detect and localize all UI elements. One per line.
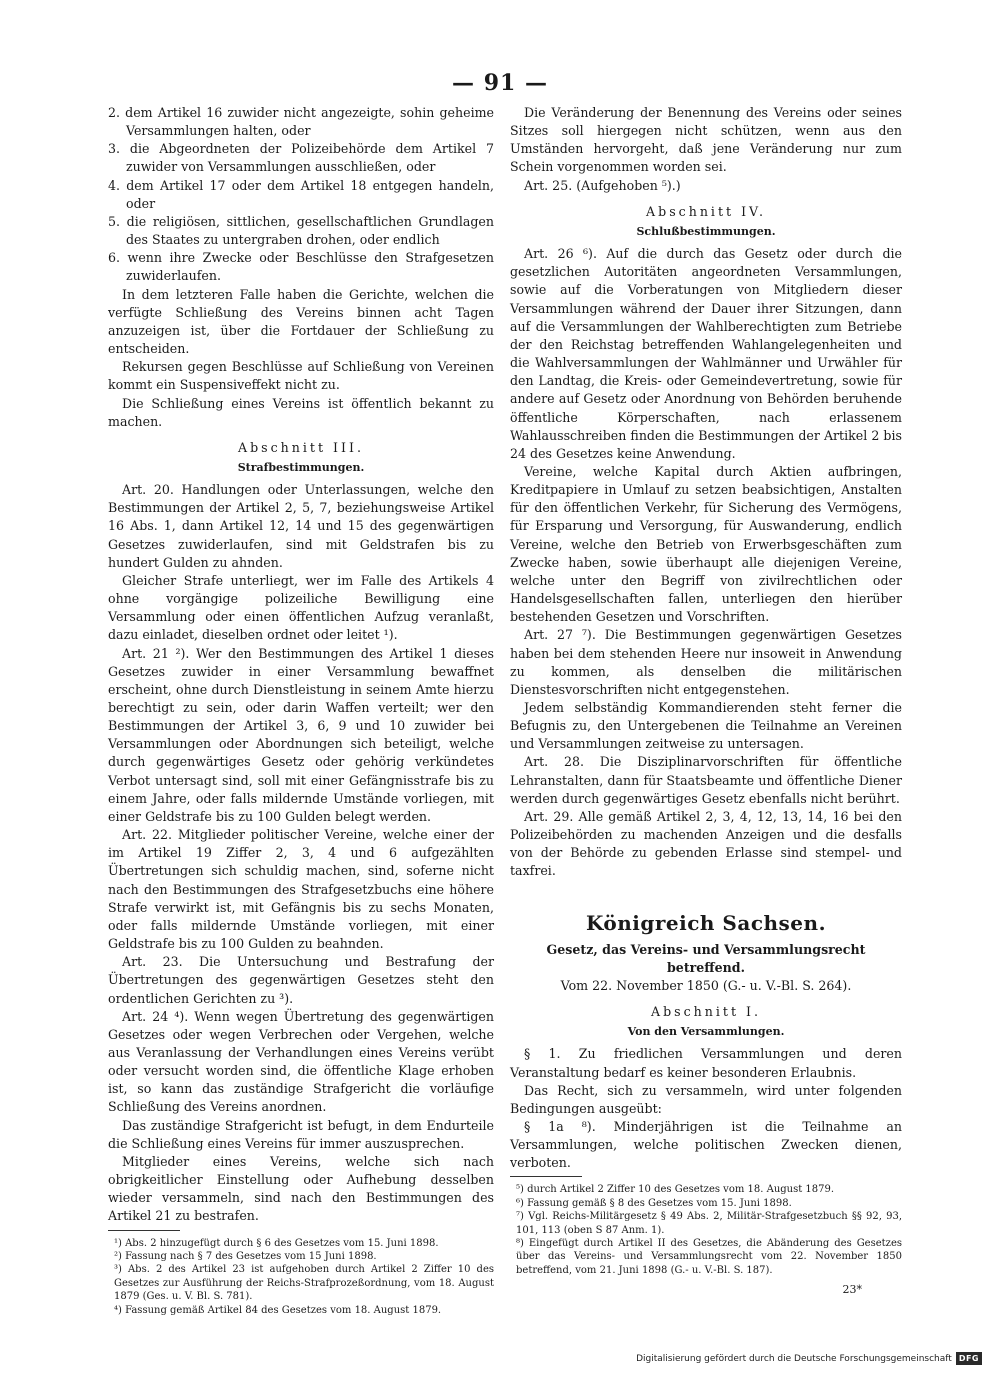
paragraph: Rekursen gegen Beschlüsse auf Schließung von Vereinen kommt ein Suspensiveffekt nicht zu. xyxy=(108,359,494,393)
paragraph: Das zuständige Strafgericht ist befugt, in dem Endurteile die Schließung eines Vereins für immer auszusprechen. xyxy=(108,1117,494,1151)
section-subheading: Von den Versammlungen. xyxy=(627,1025,785,1039)
paragraph: In dem letzteren Falle haben die Gerichte, welchen die verfügte Schließung des Vereins binnen acht Tagen anzuzeigen ist, über die Fortdauer der Schließung zu entscheiden. xyxy=(108,286,494,357)
footnote: ⁵) durch Artikel 2 Ziffer 10 des Gesetzes vom 18. August 1879. xyxy=(516,1184,835,1196)
footnote: ⁴) Fassung gemäß Artikel 84 des Gesetzes vom 18. August 1879. xyxy=(114,1304,442,1316)
paragraph: Art. 28. Die Disziplinarvorschriften für öffentliche Lehranstalten, dann für Staatsbeamte und öffentliche Diener werden durch gegenwärtiges Gesetz ebenfalls nicht berührt. xyxy=(510,754,902,806)
paragraph: Art. 29. Alle gemäß Artikel 2, 3, 4, 12, 13, 14, 16 bei den Polizeibehörden zu machenden Anzeigen und die desfalls von der Behörde zu gebenden Erlasse sind stempel- und taxfrei. xyxy=(510,808,902,879)
law-date: Vom 22. November 1850 (G.- u. V.-Bl. S. 264). xyxy=(560,977,852,993)
paragraph: Art. 22. Mitglieder politischer Vereine, welche einer der im Artikel 19 Ziffer 2, 3, 4 und 6 aufgezählten Übertretungen sich schuldig machen, sind, soferne nicht nach den Bestimmungen des Strafgesetzbuchs eine höhere Strafe verwirkt ist, mit Gefängnis bis zu sechs Monaten, oder falls mildernde Umstände vorliegen, mit einer Geldstrafe bis zu 100 Gulden zu beahnden. xyxy=(108,827,494,952)
paragraph: Die Schließung eines Vereins ist öffentlich bekannt zu machen. xyxy=(108,395,494,429)
left-column xyxy=(108,104,494,1317)
list-item: 5. die religiösen, sittlichen, gesellschaftlichen Grundlagen des Staates zu untergraben drohen, oder endlich xyxy=(108,213,494,248)
footnote: ³) Abs. 2 des Artikel 23 ist aufgehoben durch Artikel 2 Ziffer 10 des Gesetzes zur Ausführung der Reichs-Strafprozeßordnung, vom 18. August 1879 (Ges. u. V. Bl. S. 781). xyxy=(114,1264,494,1303)
paragraph: Das Recht, sich zu versammeln, wird unter folgenden Bedingungen ausgeübt: xyxy=(510,1082,902,1116)
right-column xyxy=(510,104,902,1296)
section-heading: Abschnitt I. xyxy=(650,1004,762,1020)
state-heading: Königreich Sachsen. xyxy=(585,910,827,935)
section-subheading: Schlußbestimmungen. xyxy=(636,224,776,238)
section-subheading: Strafbestimmungen. xyxy=(237,460,365,474)
paragraph: Art. 27 ⁷). Die Bestimmungen gegenwärtigen Gesetzes haben bei dem stehenden Heere nur insoweit in Anwendung zu kommen, als denselben die militärischen Dienstesvorschriften nicht entgegenstehen. xyxy=(510,627,902,697)
list-item: 4. dem Artikel 17 oder dem Artikel 18 entgegen handeln, oder xyxy=(108,177,494,211)
section-heading: Abschnitt III. xyxy=(238,439,364,455)
digitization-credit xyxy=(636,1352,982,1365)
footnote-rule xyxy=(510,1176,582,1177)
paragraph: Gleicher Strafe unterliegt, wer im Falle des Artikels 4 ohne vorgängige polizeiliche Bewilligung eine Versammlung oder einen öffentlichen Aufzug veranlaßt, dazu einladet, dieselben ordnet oder leitet ¹). xyxy=(108,572,494,643)
list-items xyxy=(108,104,494,286)
paragraph: Die Veränderung der Benennung des Vereins oder seines Sitzes soll hiergegen nicht schützen, wenn aus den Umständen hervorgeht, daß jene Veränderung nur zum Schein vorgenommen worden sei. xyxy=(510,105,902,175)
paragraph: Art. 20. Handlungen oder Unterlassungen, welche den Bestimmungen der Artikel 2, 5, 7, beziehungsweise Artikel 16 Abs. 1, dann Artikel 12, 14 und 15 des gegenwärtigen Gesetzes zuwiderlaufen, sind mit Geldstrafen bis zu hundert Gulden zu ahnden. xyxy=(108,482,494,570)
paragraph: § 1. Zu friedlichen Versammlungen und deren Veranstaltung bedarf es keiner besonderen Erlaubnis. xyxy=(510,1046,902,1080)
law-title: Gesetz, das Vereins- und Versammlungsrecht betreffend. xyxy=(546,941,866,975)
paragraph: Jedem selbständig Kommandierenden steht ferner die Befugnis zu, den Untergebenen die Teilnahme an Vereinen und Versammlungen zeitweise zu untersagen. xyxy=(510,700,902,752)
page-number: — 91 — xyxy=(452,70,548,96)
paragraph: Art. 21 ²). Wer den Bestimmungen des Artikel 1 dieses Gesetzes zuwider in einer Versammlung bewaffnet erscheint, ohne durch Dienstleistung in seinem Amte hierzu berechtigt zu sein, oder darin Waffen verteilt; wer den Bestimmungen der Artikel 3, 6, 9 und 10 zuwider bei Versammlungen oder Abordnungen sich beteiligt, welche durch gegenwärtiges Gesetz oder gehörig verkündetes Verbot untersagt sind, soll mit einer Gefängnisstrafe bis zu einem Jahre, oder falls mildernde Umstände vorliegen, mit einer Geldstrafe bis zu 100 Gulden belegt werden. xyxy=(108,645,494,824)
list-item: 6. wenn ihre Zwecke oder Beschlüsse den Strafgesetzen zuwiderlaufen. xyxy=(108,250,494,284)
footnote: ¹) Abs. 2 hinzugefügt durch § 6 des Gesetzes vom 15. Juni 1898. xyxy=(114,1237,439,1249)
paragraph: Mitglieder eines Vereins, welche sich nach obrigkeitlicher Einstellung oder Aufhebung desselben wieder versammeln, sind nach den Bestimmungen des Artikel 21 zu bestrafen. xyxy=(108,1153,494,1224)
paragraph: Art. 25. (Aufgehoben ⁵).) xyxy=(524,177,681,193)
footnote-rule xyxy=(108,1230,180,1231)
paragraph: Vereine, welche Kapital durch Aktien aufbringen, Kreditpapiere in Umlauf zu setzen beabsichtigen, Anstalten für den öffentlichen Verkehr, für Sicherung des Vermögens, für Ersparung und Versorgung, für Auswanderung, endlich Vereine, welche den Betrieb von Erwerbsgeschäften zum Zwecke haben, sowie überhaupt alle diejenigen Vereine, welche unter den Begriff von zivilrechtlichen oder Handelsgesellschaften fallen, unterliegen den hierüber bestehenden Gesetzen und Vorschriften. xyxy=(510,463,902,625)
paragraph: Art. 23. Die Untersuchung und Bestrafung der Übertretungen des gegenwärtigen Gesetzes steht den ordentlichen Gerichten zu ³). xyxy=(108,954,494,1006)
footnote: ⁷) Vgl. Reichs-Militärgesetz § 49 Abs. 2, Militär-Strafgesetzbuch §§ 92, 93, 101, 113 (oben S 87 Anm. 1). xyxy=(516,1211,902,1236)
list-item: 2. dem Artikel 16 zuwider nicht angezeigte, sohin geheime Versammlungen halten, oder xyxy=(108,105,494,139)
digitization-note: Digitalisierung gefördert durch die Deutsche Forschungsgemeinschaft xyxy=(636,1353,952,1364)
dfg-logo-icon: DFG xyxy=(956,1352,982,1365)
sheet-signature: 23* xyxy=(842,1283,862,1297)
paragraph: § 1a ⁸). Minderjährigen ist die Teilnahme an Versammlungen, welche politischen Zwecken dienen, verboten. xyxy=(510,1118,902,1171)
list-item: 3. die Abgeordneten der Polizeibehörde dem Artikel 7 zuwider von Versammlungen ausschließen, oder xyxy=(108,141,494,175)
footnote: ²) Fassung nach § 7 des Gesetzes vom 15 Juni 1898. xyxy=(114,1250,377,1262)
footnote: ⁶) Fassung gemäß § 8 des Gesetzes vom 15. Juni 1898. xyxy=(516,1197,792,1209)
paragraph: Art. 24 ⁴). Wenn wegen Übertretung des gegenwärtigen Gesetzes oder wegen Verbrechen oder Vergehen, welche aus Veranlassung der Verhandlungen eines Vereins verübt oder versucht worden sind, die öffentliche Klage erhoben ist, so kann das zuständige Strafgericht die vorläufige Schließung des Vereins anordnen. xyxy=(108,1008,494,1115)
footnote: ⁸) Eingefügt durch Artikel II des Gesetzes, die Abänderung des Gesetzes über das Vereins- und Versammlungsrecht vom 22. November 1850 betreffend, vom 21. Juni 1898 (G.- u. V.-Bl. S. 187). xyxy=(516,1238,902,1276)
section-heading: Abschnitt IV. xyxy=(646,203,766,219)
paragraph: Art. 26 ⁶). Auf die durch das Gesetz oder durch die gesetzlichen Autoritäten angeordneten Versammlungen, sowie auf die Vorberatungen von Mitgliedern dieser Versammlungen während der Dauer ihrer Sitzungen, dann auf die Versammlungen der Wahlberechtigten zum Betriebe der den Reichstag betreffenden Wahlangelegenheiten und die Wahlversammlungen der Wahlmänner und Urwähler für den Landtag, die Kreis- oder Gemeindevertretung, sowie für andere auf Gesetz oder Anordnung von Behörden beruhende öffentliche Körperschaften, nach erlassenem Wahlausschreiben finden die Bestimmungen der Artikel 2 bis 24 des Gesetzes keine Anwendung. xyxy=(510,246,902,461)
